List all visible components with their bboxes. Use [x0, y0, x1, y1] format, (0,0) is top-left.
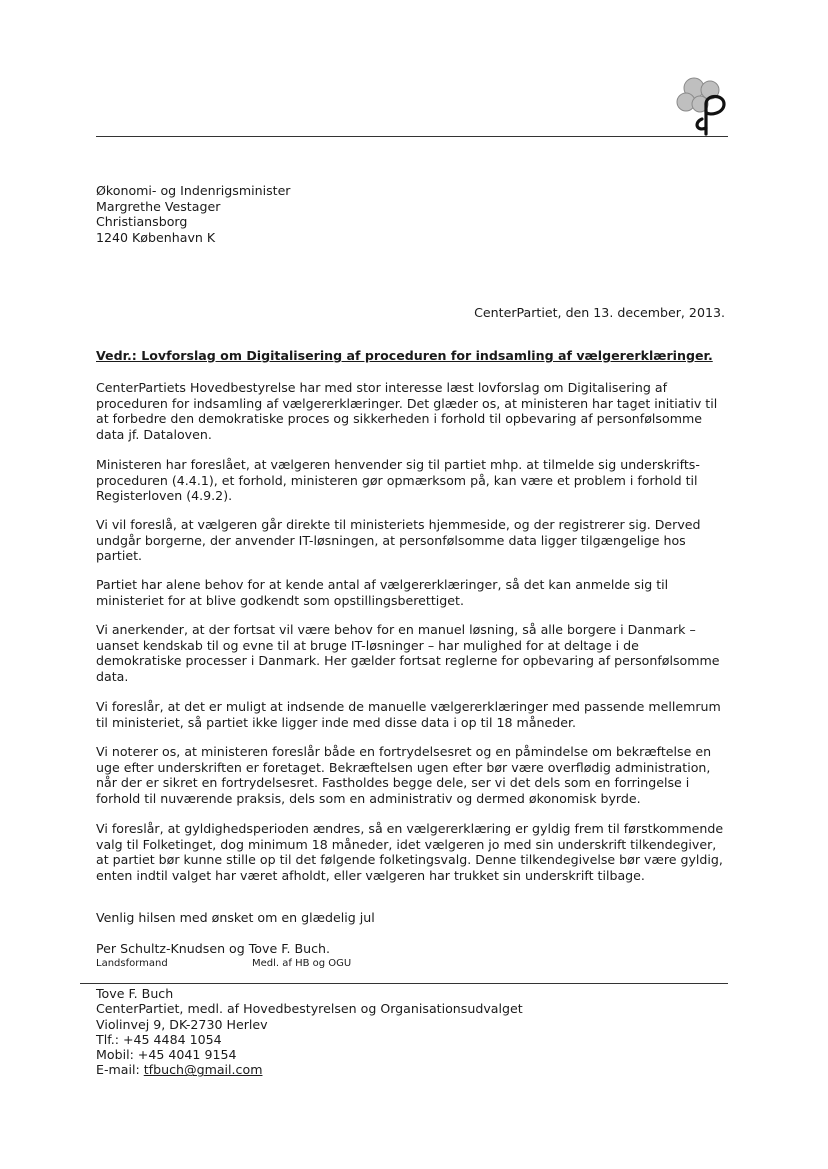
paragraph-line: Ministeren har foreslået, at vælgeren henvender sig til partiet mhp. at tilmelde sig underskrifts-	[96, 457, 700, 472]
footer-mobile: Mobil: +45 4041 9154	[96, 1047, 237, 1063]
paragraph-line: at forbedre den demokratiske proces og sikkerheden i forhold til opbevaring af personfølsomme	[96, 411, 702, 426]
footer-divider	[80, 983, 728, 984]
paragraph-line: at partiet bør kunne stille op til det følgende folketingsvalg. Denne tilkendegivelse bør være gyldig,	[96, 852, 723, 867]
paragraph	[96, 577, 736, 608]
clover-logo-icon	[672, 72, 732, 136]
paragraph-line: CenterPartiets Hovedbestyrelse har med stor interesse læst lovforslag om Digitalisering af	[96, 380, 668, 395]
paragraph-line: Vi anerkender, at der fortsat vil være behov for en manuel løsning, så alle borgere i Danmark –	[96, 622, 696, 637]
contact-footer	[96, 986, 523, 1078]
paragraph-line: data jf. Dataloven.	[96, 426, 212, 442]
recipient-line: Økonomi- og Indenrigsminister	[96, 183, 291, 198]
paragraph-line: demokratiske processer i Danmark. Her gælder fortsat reglerne for opbevaring af personfølsomme	[96, 653, 720, 668]
closing-greeting: Venlig hilsen med ønsket om en glædelig jul	[96, 910, 375, 925]
signers: Per Schultz-Knudsen og Tove F. Buch.	[96, 941, 330, 956]
paragraph-line: ministeriet for at blive godkendt som opstillingsberettiget.	[96, 592, 464, 608]
paragraph-line: valg til Folketinget, dog minimum 18 måneder, idet vælgeren jo med sin underskrift tilkendegiver,	[96, 836, 717, 852]
paragraph-line: når der er sikret en fortrydelsesret. Fastholdes begge dele, ser vi det dels som en forringelse i	[96, 775, 690, 790]
recipient-line: 1240 København K	[96, 229, 216, 245]
paragraph	[96, 744, 736, 806]
paragraph-line: partiet.	[96, 548, 143, 563]
subject-heading: Vedr.: Lovforslag om Digitalisering af proceduren for indsamling af vælgererklæringer.	[96, 348, 713, 363]
paragraph	[96, 699, 736, 730]
paragraph-line: proceduren for indsamling af vælgererklæringer. Det glæder os, at ministeren har taget initiativ til	[96, 395, 718, 411]
recipient-line: Christiansborg	[96, 214, 188, 229]
paragraph-line: Vi vil foreslå, at vælgeren går direkte til ministeriets hjemmeside, og der registrerer sig. Derved	[96, 517, 701, 532]
paragraph-line: uge efter underskriften er foretaget. Bekræftelsen ugen efter bør være overflødig administration,	[96, 759, 711, 775]
header-divider	[96, 136, 728, 137]
paragraph-line: til ministeriet, så partiet ikke ligger inde med disse data i op til 18 måneder.	[96, 714, 577, 730]
paragraph-line: enten indtil valget har været afholdt, eller vælgeren har trukket sin underskrift tilbage.	[96, 867, 645, 883]
dateline: CenterPartiet, den 13. december, 2013.	[474, 305, 725, 320]
paragraph-line: undgår borgerne, der anvender IT-løsningen, at personfølsomme data ligger tilgængelige hos	[96, 532, 686, 548]
footer-org: CenterPartiet, medl. af Hovedbestyrelsen og Organisationsudvalget	[96, 1001, 523, 1017]
recipient-address	[96, 183, 291, 245]
signer-title: Landsformand	[96, 958, 168, 969]
paragraph-line: Vi foreslår, at gyldighedsperioden ændres, så en vælgererklæring er gyldig frem til førstkommende	[96, 821, 724, 836]
footer-phone: Tlf.: +45 4484 1054	[96, 1031, 222, 1047]
email-link[interactable]: tfbuch@gmail.com	[143, 1062, 263, 1078]
paragraph-line: Vi foreslår, at det er muligt at indsende de manuelle vælgererklæringer med passende mellemrum	[96, 699, 721, 714]
recipient-line: Margrethe Vestager	[96, 198, 221, 214]
paragraph-line: uanset kendskab til og evne til at bruge IT-løsninger – har mulighed for at deltage i de	[96, 637, 639, 653]
paragraph	[96, 517, 736, 564]
paragraph	[96, 622, 736, 684]
footer-address: Violinvej 9, DK-2730 Herlev	[96, 1016, 268, 1032]
paragraph	[96, 821, 736, 883]
paragraph-line: data.	[96, 668, 129, 684]
email-label: E-mail:	[96, 1062, 144, 1078]
paragraph-line: forhold til nuværende praksis, dels som en administrativ og dermed økonomisk byrde.	[96, 790, 641, 806]
paragraph-line: Partiet har alene behov for at kende antal af vælgererklæringer, så det kan anmelde sig til	[96, 577, 669, 592]
paragraph	[96, 380, 736, 442]
paragraph-line: proceduren (4.4.1), et forhold, ministeren gør opmærksom på, kan være et problem i forhold til	[96, 472, 698, 488]
footer-email-row	[96, 1062, 523, 1077]
paragraph	[96, 457, 736, 504]
signer-title: Medl. af HB og OGU	[252, 958, 352, 969]
paragraph-line: Vi noterer os, at ministeren foreslår både en fortrydelsesret og en påmindelse om bekræftelse en	[96, 744, 712, 759]
paragraph-line: Registerloven (4.9.2).	[96, 488, 233, 503]
footer-name: Tove F. Buch	[96, 986, 174, 1001]
